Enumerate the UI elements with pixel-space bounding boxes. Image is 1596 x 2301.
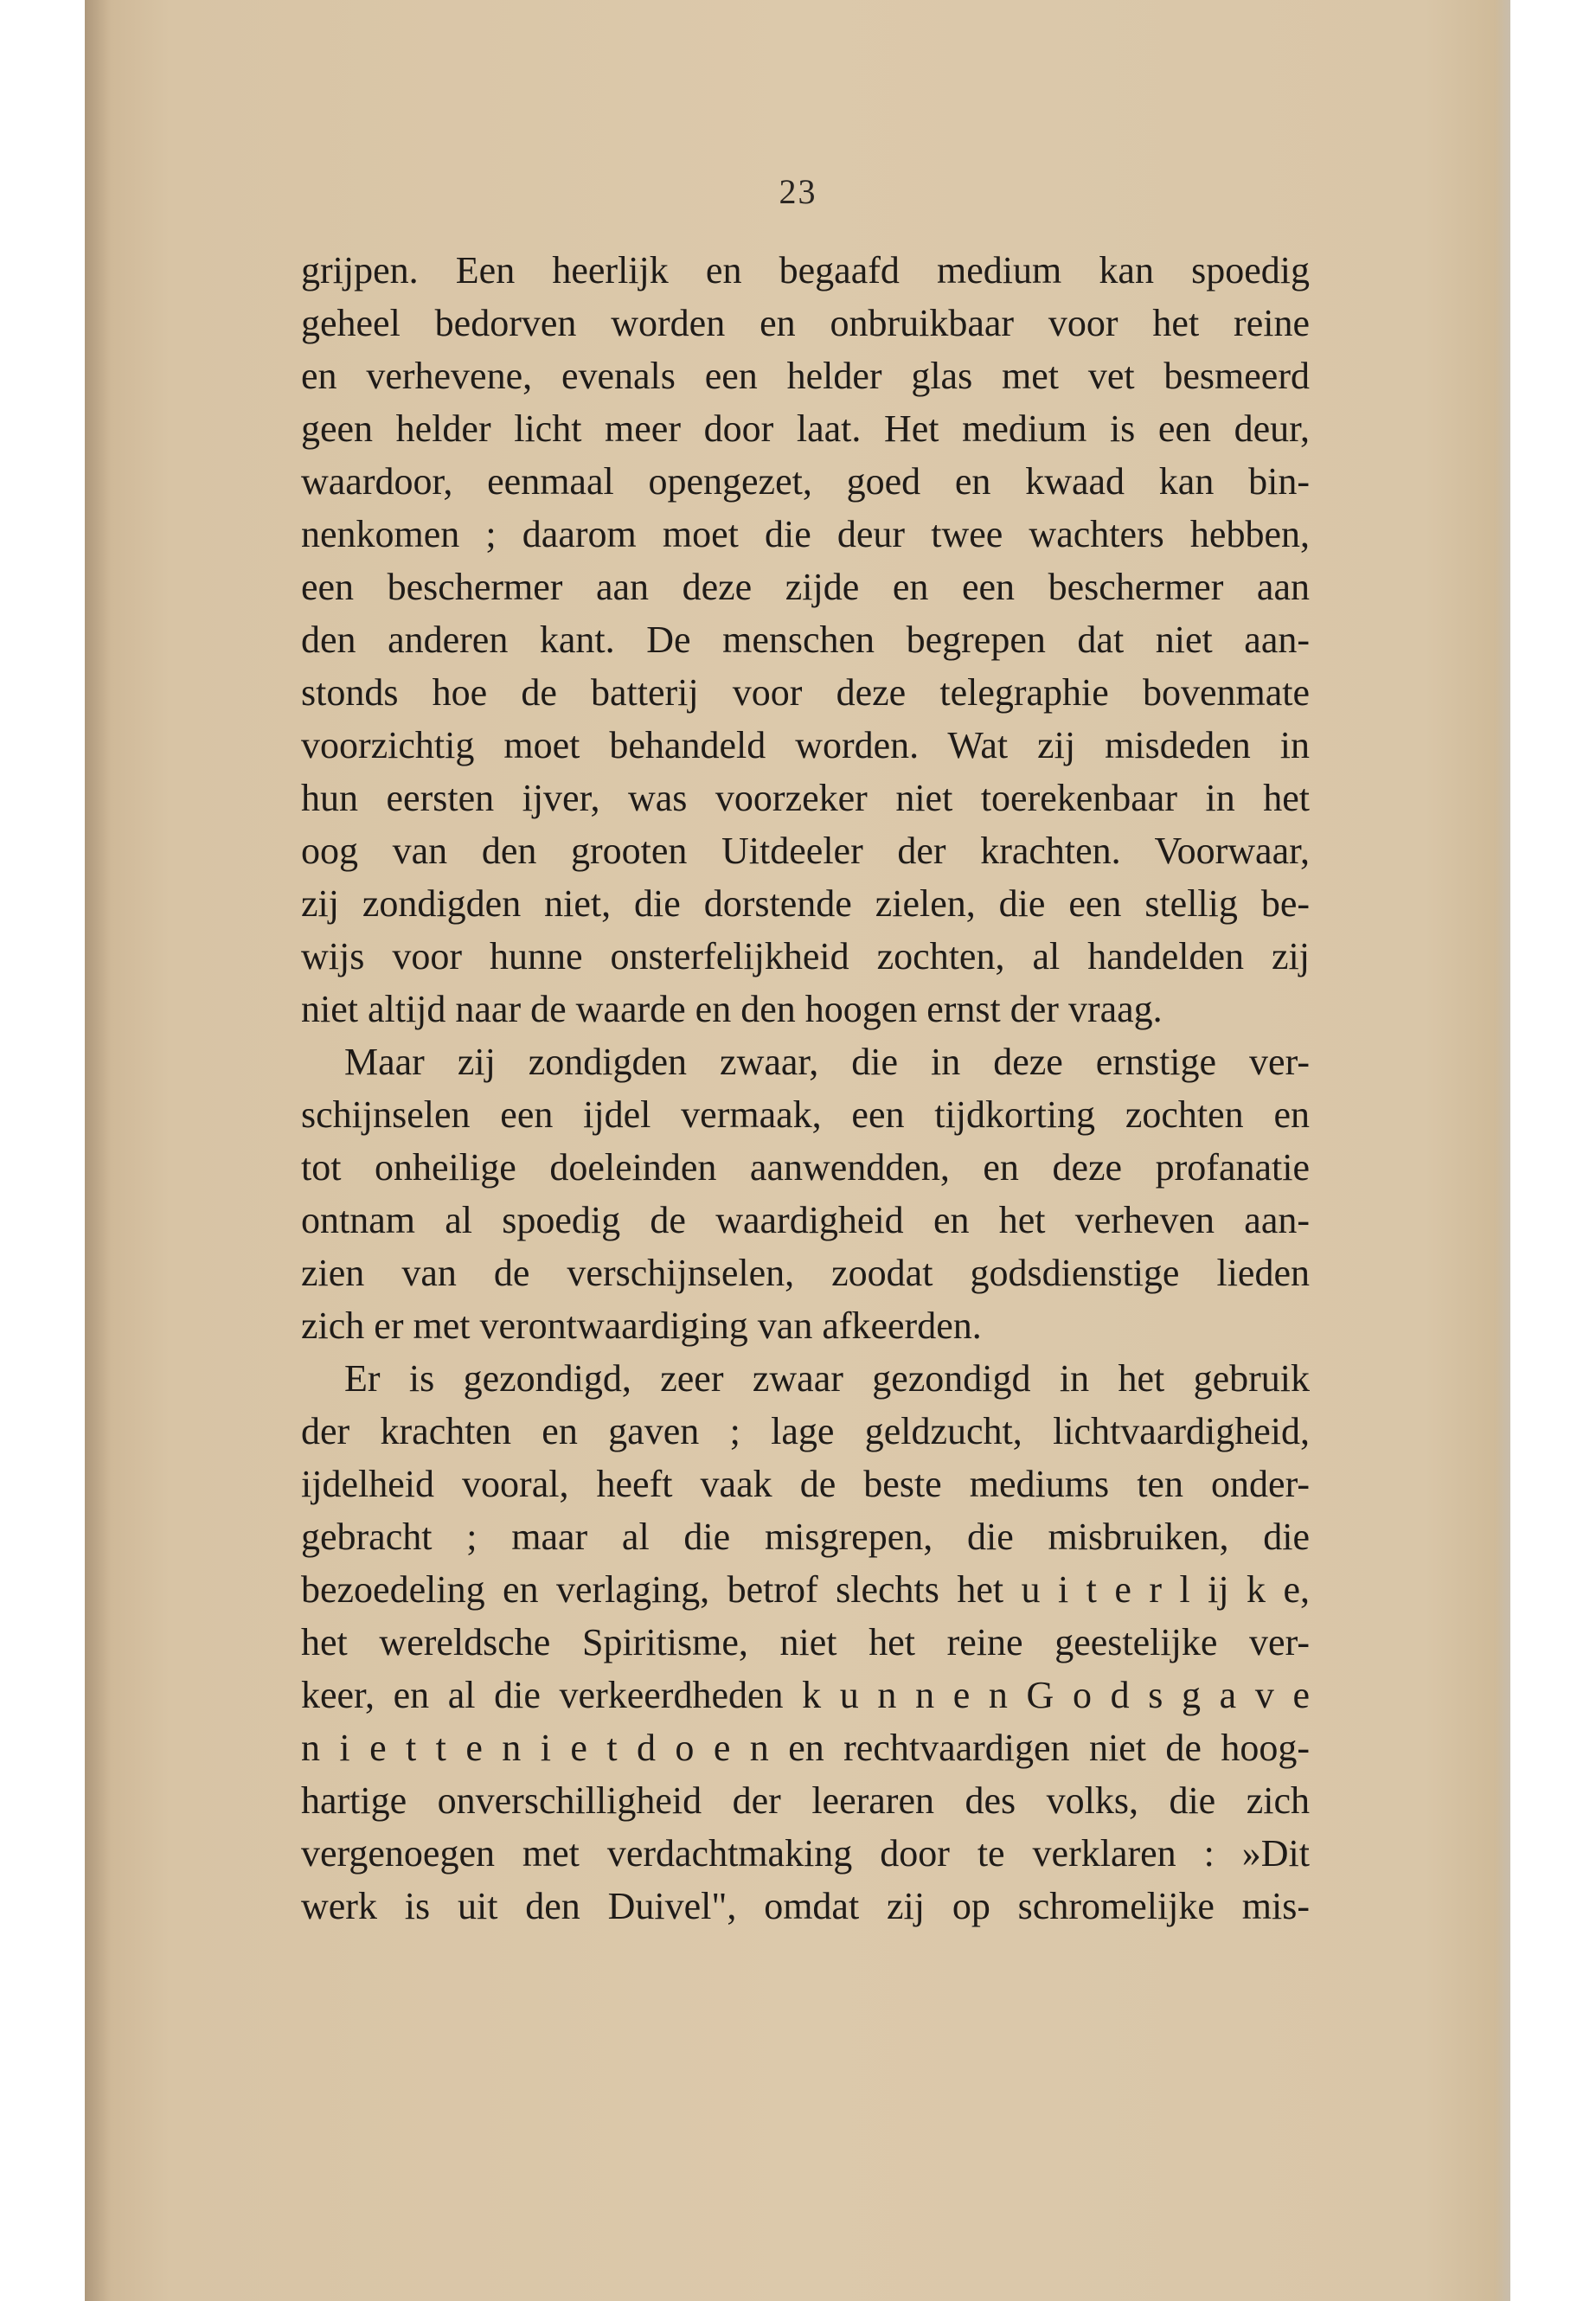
text-line: geen helder licht meer door laat. Het medium is een deur,: [301, 407, 1310, 450]
text-line: vergenoegen met verdachtmaking door te verklaren : »Dit: [301, 1832, 1310, 1875]
text-line: der krachten en gaven ; lage geldzucht, lichtvaardigheid,: [301, 1410, 1310, 1452]
text-line: zich er met verontwaardiging van afkeerden.: [301, 1304, 982, 1347]
text-line: tot onheilige doeleinden aanwendden, en deze profanatie: [301, 1146, 1310, 1189]
text-line: n i e t t e n i e t d o e n en rechtvaardigen niet de hoog-: [301, 1727, 1310, 1769]
text-line: ijdelheid vooral, heeft vaak de beste mediums ten onder-: [301, 1463, 1310, 1505]
text-line: niet altijd naar de waarde en den hoogen ernst der vraag.: [301, 988, 1163, 1030]
text-line: den anderen kant. De menschen begrepen dat niet aan-: [301, 619, 1310, 661]
text-line: grijpen. Een heerlijk en begaafd medium kan spoedig: [301, 249, 1310, 292]
text-line: nenkomen ; daarom moet die deur twee wachters hebben,: [301, 513, 1310, 555]
text-line: oog van den grooten Uitdeeler der krachten. Voorwaar,: [301, 830, 1310, 872]
text-line: een beschermer aan deze zijde en een beschermer aan: [301, 566, 1310, 608]
text-line: wijs voor hunne onsterfelijkheid zochten, al handelden zij: [301, 935, 1310, 977]
text-line: schijnselen een ijdel vermaak, een tijdkorting zochten en: [301, 1093, 1310, 1136]
text-line: keer, en al die verkeerdheden k u n n e n G o d s g a v e: [301, 1674, 1310, 1716]
text-line: ontnam al spoedig de waardigheid en het verheven aan-: [301, 1199, 1310, 1241]
text-line: en verhevene, evenals een helder glas met vet besmeerd: [301, 355, 1310, 397]
text-line: gebracht ; maar al die misgrepen, die misbruiken, die: [301, 1516, 1310, 1558]
page-number: 23: [779, 172, 817, 211]
text-line: voorzichtig moet behandeld worden. Wat zij misdeden in: [301, 724, 1310, 766]
text-line: hun eersten ijver, was voorzeker niet toerekenbaar in het: [301, 777, 1310, 819]
text-line: Er is gezondigd, zeer zwaar gezondigd in het gebruik: [344, 1357, 1310, 1400]
text-line: waardoor, eenmaal opengezet, goed en kwaad kan bin-: [301, 460, 1310, 503]
text-line: bezoedeling en verlaging, betrof slechts het u i t e r l ij k e,: [301, 1568, 1310, 1611]
binding-shadow: [85, 0, 111, 2301]
page-edge: [1495, 0, 1510, 2301]
text-line: stonds hoe de batterij voor deze telegraphie bovenmate: [301, 671, 1310, 714]
text-line: geheel bedorven worden en onbruikbaar voor het reine: [301, 302, 1310, 344]
text-line: werk is uit den Duivel", omdat zij op schromelijke mis-: [301, 1885, 1310, 1927]
body-text: [301, 244, 1310, 1932]
text-line: Maar zij zondigden zwaar, die in deze ernstige ver-: [344, 1041, 1310, 1083]
text-line: het wereldsche Spiritisme, niet het reine geestelijke ver-: [301, 1621, 1310, 1663]
text-line: hartige onverschilligheid der leeraren des volks, die zich: [301, 1779, 1310, 1822]
text-line: zij zondigden niet, die dorstende zielen, die een stellig be-: [301, 882, 1310, 925]
text-line: zien van de verschijnselen, zoodat godsdienstige lieden: [301, 1252, 1310, 1294]
